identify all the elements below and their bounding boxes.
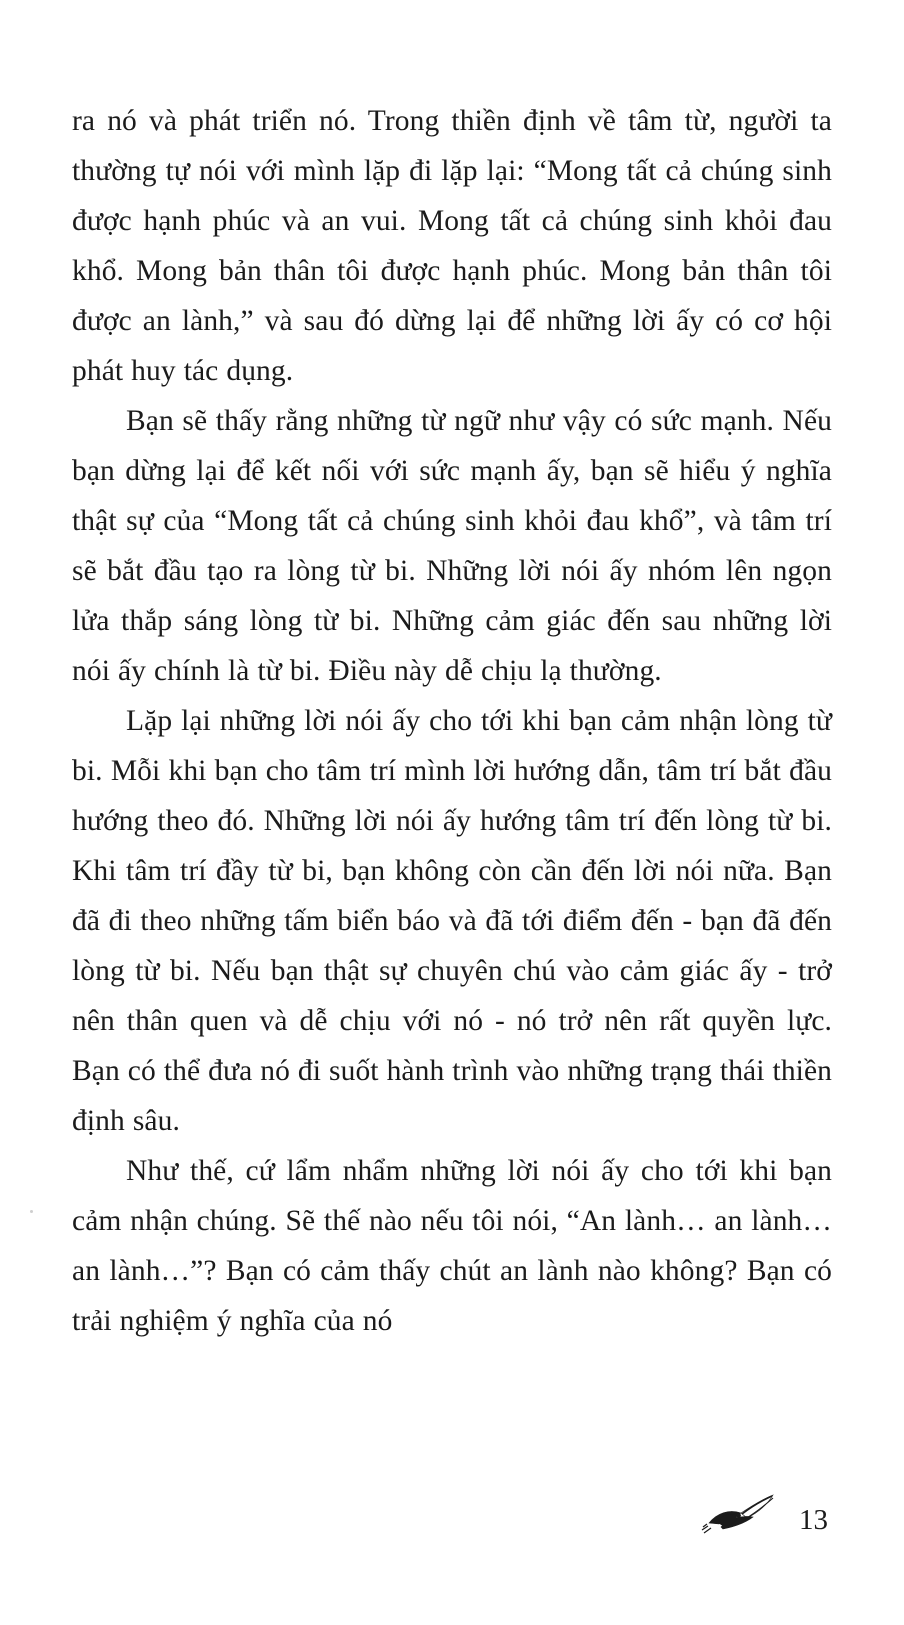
paragraph: Như thế, cứ lẩm nhẩm những lời nói ấy cho tới khi bạn cảm nhận chúng. Sẽ thế nào nếu tôi nói, “An lành… an lành… an lành…”? Bạn có cảm thấy chút an lành nào không? Bạn có trải nghiệm ý nghĩa của nó [72, 1155, 832, 1337]
swallow-bird-ornament-icon [701, 1493, 787, 1539]
paragraph: Bạn sẽ thấy rằng những từ ngữ như vậy có sức mạnh. Nếu bạn dừng lại để kết nối với sức mạnh ấy, bạn sẽ hiểu ý nghĩa thật sự của “Mong tất cả chúng sinh khỏi đau khổ”, và tâm trí sẽ bắt đầu tạo ra lòng từ bi. Những lời nói ấy nhóm lên ngọn lửa thắp sáng lòng từ bi. Những cảm giác đến sau những lời nói ấy chính là từ bi. Điều này dễ chịu lạ thường. [72, 405, 832, 687]
paragraph: Lặp lại những lời nói ấy cho tới khi bạn cảm nhận lòng từ bi. Mỗi khi bạn cho tâm trí mình lời hướng dẫn, tâm trí bắt đầu hướng theo đó. Những lời nói ấy hướng tâm trí đến lòng từ bi. Khi tâm trí đầy từ bi, bạn không còn cần đến lời nói nữa. Bạn đã đi theo những tấm biển báo và đã tới điểm đến - bạn đã đến lòng từ bi. Nếu bạn thật sự chuyên chú vào cảm giác ấy - trở nên thân quen và dễ chịu với nó - nó trở nên rất quyền lực. Bạn có thể đưa nó đi suốt hành trình vào những trạng thái thiền định sâu. [72, 705, 833, 1137]
body-text-column [72, 96, 832, 1346]
page-number: 13 [799, 1504, 828, 1536]
folio-group [701, 1493, 828, 1539]
paragraph: ra nó và phát triển nó. Trong thiền định về tâm từ, người ta thường tự nói với mình lặp đi lặp lại: “Mong tất cả chúng sinh được hạnh phúc và an vui. Mong tất cả chúng sinh khỏi đau khổ. Mong bản thân tôi được hạnh phúc. Mong bản thân tôi được an lành,” và sau đó dừng lại để những lời ấy có cơ hội phát huy tác dụng. [72, 105, 832, 387]
page-edge-speck [30, 1210, 33, 1213]
page-footer [0, 1479, 904, 1539]
